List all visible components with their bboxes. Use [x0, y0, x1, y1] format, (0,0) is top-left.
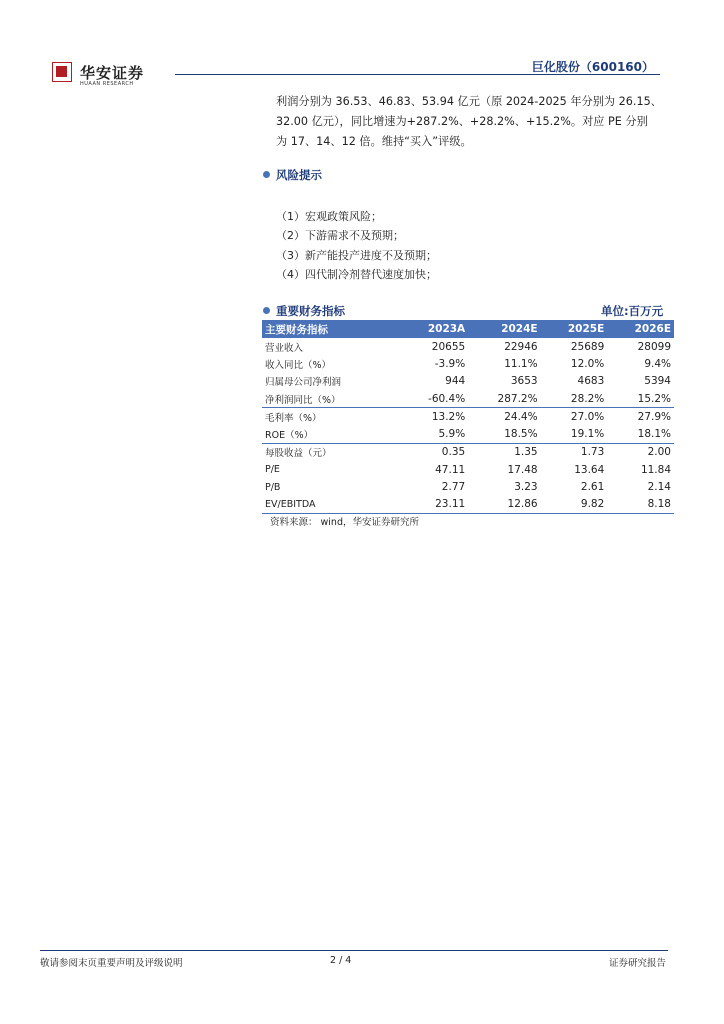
row-label: P/B [265, 481, 281, 493]
row-label: 归属母公司净利润 [265, 377, 342, 389]
row-label: EV/EBITDA [262, 496, 400, 514]
table-header-row [262, 320, 674, 338]
table-cell: 8.18 [607, 496, 674, 514]
table-cell: 28.2% [570, 392, 605, 405]
table-cell: 3653 [510, 375, 538, 388]
table-row [262, 461, 674, 478]
table-row [262, 478, 674, 495]
column-header: 主要财务指标 [262, 320, 400, 338]
huaan-logo-icon [52, 62, 72, 82]
table-cell: 18.5% [504, 428, 538, 441]
financials-section-heading [263, 303, 345, 319]
table-cell: 11.1% [504, 357, 538, 370]
table-cell: -3.9% [434, 357, 466, 370]
row-label: 收入同比（%） [265, 359, 332, 371]
table-cell: 19.1% [570, 428, 605, 441]
table-row [262, 390, 674, 408]
table-cell: 25689 [570, 340, 605, 353]
logo-subtext: HUAAN RESEARCH [80, 81, 134, 87]
table-cell: 4683 [577, 375, 605, 388]
column-header: 2025E [541, 320, 608, 338]
table-cell: 27.9% [607, 408, 674, 426]
paragraph-line: 32.00 亿元），同比增速为+287.2%、+28.2%、+15.2%。对应 PE 分别 [276, 115, 648, 128]
table-cell: 0.35 [400, 443, 468, 461]
table-cell: 17.48 [507, 463, 538, 476]
table-cell: -60.4% [428, 392, 466, 405]
row-label: 净利润同比（%） [265, 394, 341, 406]
table-cell: 2.61 [580, 481, 605, 494]
table-cell: 28099 [637, 340, 671, 353]
column-header: 2023A [400, 320, 468, 338]
paragraph-line: 为 17、14、12 倍。维持“买入”评级。 [276, 135, 472, 148]
row-label: P/E [265, 464, 280, 476]
table-cell: 3.23 [514, 481, 538, 494]
table-row [262, 496, 674, 514]
logo-text: 华安证券 [80, 64, 145, 82]
table-cell: 11.84 [640, 463, 671, 476]
forecast-paragraph [276, 92, 674, 152]
row-label: 每股收益（元） [262, 443, 400, 461]
bullet-icon [263, 307, 270, 314]
footer-disclaimer: 敬请参阅末页重要声明及评级说明 [40, 958, 183, 969]
risk-list [276, 207, 437, 284]
table-cell: 15.2% [637, 392, 671, 405]
table-row [262, 408, 674, 426]
table-cell: 47.11 [435, 463, 466, 476]
table-cell: 2.77 [441, 481, 466, 494]
table-source-note: 资料来源： wind，华安证券研究所 [270, 517, 419, 528]
financial-table [262, 320, 674, 514]
paragraph-line: 利润分别为 36.53、46.83、53.94 亿元（原 2024-2025 年分别为 26.15、 [276, 95, 662, 108]
page-number: 2 / 4 [330, 955, 352, 966]
financials-title: 重要财务指标 [276, 304, 345, 318]
table-cell: 12.86 [468, 496, 540, 514]
unit-label: 单位:百万元 [601, 304, 664, 318]
footer-divider [40, 950, 668, 951]
table-cell: 9.82 [541, 496, 608, 514]
risk-item: （1）宏观政策风险； [276, 210, 382, 223]
table-cell: 5.9% [438, 428, 466, 441]
risk-section-heading [263, 167, 322, 183]
table-row [262, 425, 674, 443]
header-divider [175, 74, 660, 75]
column-header: 2024E [468, 320, 540, 338]
row-label: 毛利率（%） [262, 408, 400, 426]
table-row [262, 355, 674, 372]
header-title: 巨化股份（600160） [531, 60, 654, 74]
risk-title: 风险提示 [276, 168, 322, 182]
table-cell: 5394 [644, 375, 671, 388]
footer-report-type: 证券研究报告 [608, 958, 666, 969]
table-row [262, 443, 674, 461]
table-cell: 287.2% [497, 392, 538, 405]
table-cell: 2.14 [647, 481, 671, 494]
row-label: ROE（%） [265, 430, 314, 442]
row-label: 营业收入 [265, 342, 304, 354]
column-header: 2026E [607, 320, 674, 338]
table-cell: 2.00 [607, 443, 674, 461]
table-cell: 23.11 [400, 496, 468, 514]
table-cell: 22946 [504, 340, 538, 353]
risk-item: （4）四代制冷剂替代速度加快； [276, 267, 437, 281]
table-cell: 13.64 [574, 463, 605, 476]
table-cell: 1.73 [541, 443, 608, 461]
table-cell: 12.0% [570, 357, 605, 370]
table-cell: 18.1% [637, 428, 671, 441]
table-cell: 13.2% [400, 408, 468, 426]
risk-item: （3）新产能投产进度不及预期； [276, 248, 437, 262]
risk-item: （2）下游需求不及预期； [276, 229, 404, 243]
table-cell: 9.4% [644, 357, 671, 370]
page-header [40, 54, 666, 86]
table-cell: 27.0% [541, 408, 608, 426]
table-cell: 1.35 [468, 443, 540, 461]
table-cell: 944 [445, 375, 466, 388]
table-cell: 20655 [431, 340, 466, 353]
table-cell: 24.4% [468, 408, 540, 426]
bullet-icon [263, 171, 270, 178]
table-row [262, 338, 674, 355]
table-row [262, 373, 674, 390]
